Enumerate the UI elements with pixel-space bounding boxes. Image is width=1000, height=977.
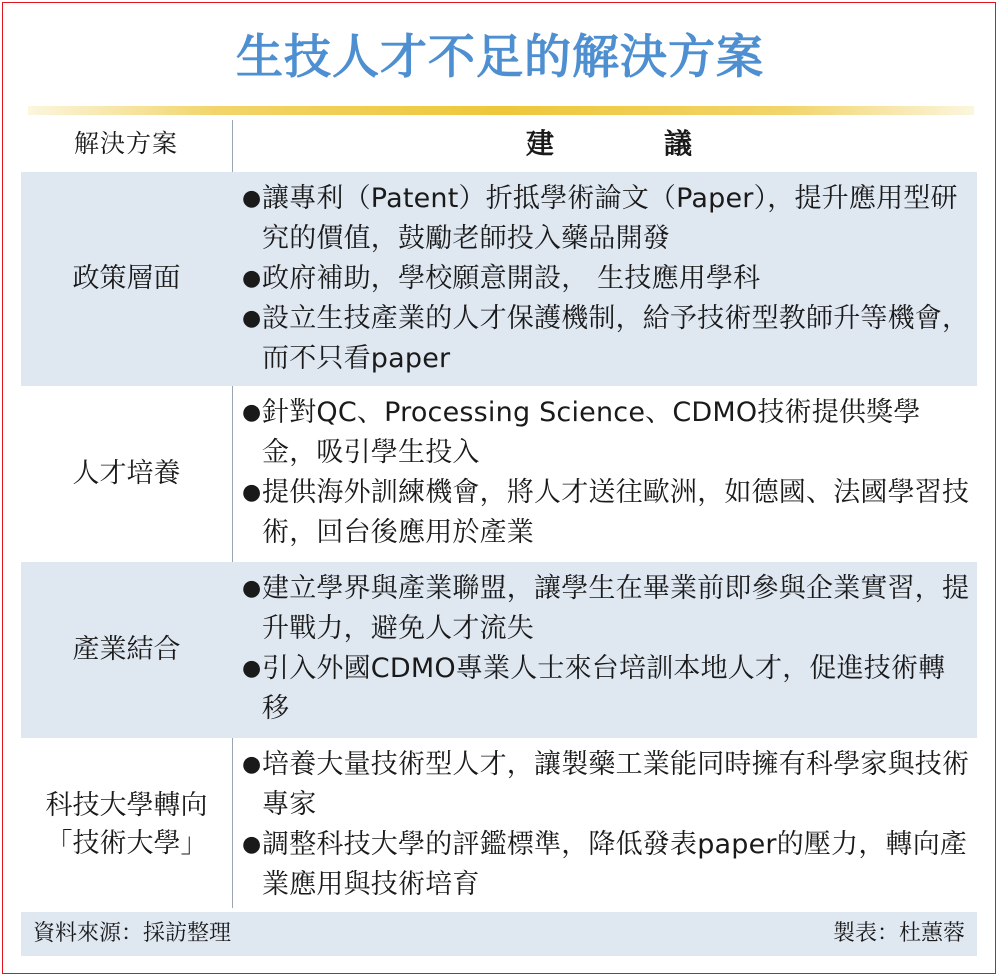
list-item: ● 建立學界與產業聯盟，讓學生在畢業前即參與企業實習，提升戰力，避免人才流失 [242, 569, 972, 649]
title-underline [28, 106, 974, 115]
list-item: ● 培養大量技術型人才，讓製藥工業能同時擁有科學家與技術專家 [242, 745, 972, 825]
row-items [242, 569, 972, 729]
bullet-icon: ● [242, 306, 262, 331]
row-items [242, 393, 972, 553]
table-row [21, 562, 977, 738]
source-note: 資料來源：採訪整理 [33, 921, 232, 946]
row-label-line: 「技術大學」 [45, 828, 208, 859]
header-solution: 解決方案 [73, 129, 178, 158]
header-suggestion: 建議 [525, 127, 802, 160]
list-item: ● 提供海外訓練機會，將人才送往歐洲，如德國、法國學習技術，回台後應用於產業 [242, 473, 972, 553]
list-item: ● 調整科技大學的評鑑標準，降低發表paper的壓力，轉向產業應用與技術培育 [242, 825, 972, 905]
row-label-line: 產業結合 [72, 634, 181, 665]
table-row [21, 172, 977, 386]
row-label [21, 386, 232, 562]
bullet-icon: ● [242, 656, 262, 681]
table-row [21, 386, 977, 562]
list-item: ● 政府補助，學校願意開設， 生技應用學科 [242, 259, 972, 299]
bullet-icon: ● [242, 752, 262, 777]
table-row [21, 738, 977, 912]
bullet-icon: ● [242, 186, 262, 211]
solutions-table [21, 116, 977, 912]
row-label-line: 人才培養 [72, 458, 181, 489]
list-item: ● 針對QC、Processing Science、CDMO技術提供獎學金，吸引學生投入 [242, 393, 972, 473]
bullet-icon: ● [242, 576, 262, 601]
row-label [21, 738, 232, 912]
bullet-icon: ● [242, 480, 262, 505]
row-label-line: 政策層面 [72, 263, 181, 294]
row-items [242, 745, 972, 905]
row-items [242, 179, 972, 379]
row-label [21, 562, 232, 738]
bullet-icon: ● [242, 266, 262, 291]
bullet-icon: ● [242, 400, 262, 425]
row-label-line: 科技大學轉向 [45, 790, 208, 821]
row-label [21, 172, 232, 386]
list-item: ● 引入外國CDMO專業人士來台培訓本地人才，促進技術轉移 [242, 649, 972, 729]
footer [21, 912, 977, 956]
list-item: ● 讓專利（Patent）折抵學術論文（Paper），提升應用型研究的價值，鼓勵老師投入藥品開發 [242, 179, 972, 259]
table-header [21, 116, 977, 172]
bullet-icon: ● [242, 832, 262, 857]
maker-credit: 製表：杜蕙蓉 [832, 921, 965, 946]
list-item: ● 設立生技產業的人才保護機制，給予技術型教師升等機會，而不只看paper [242, 299, 972, 379]
page-title: 生技人才不足的解決方案 [236, 30, 764, 85]
